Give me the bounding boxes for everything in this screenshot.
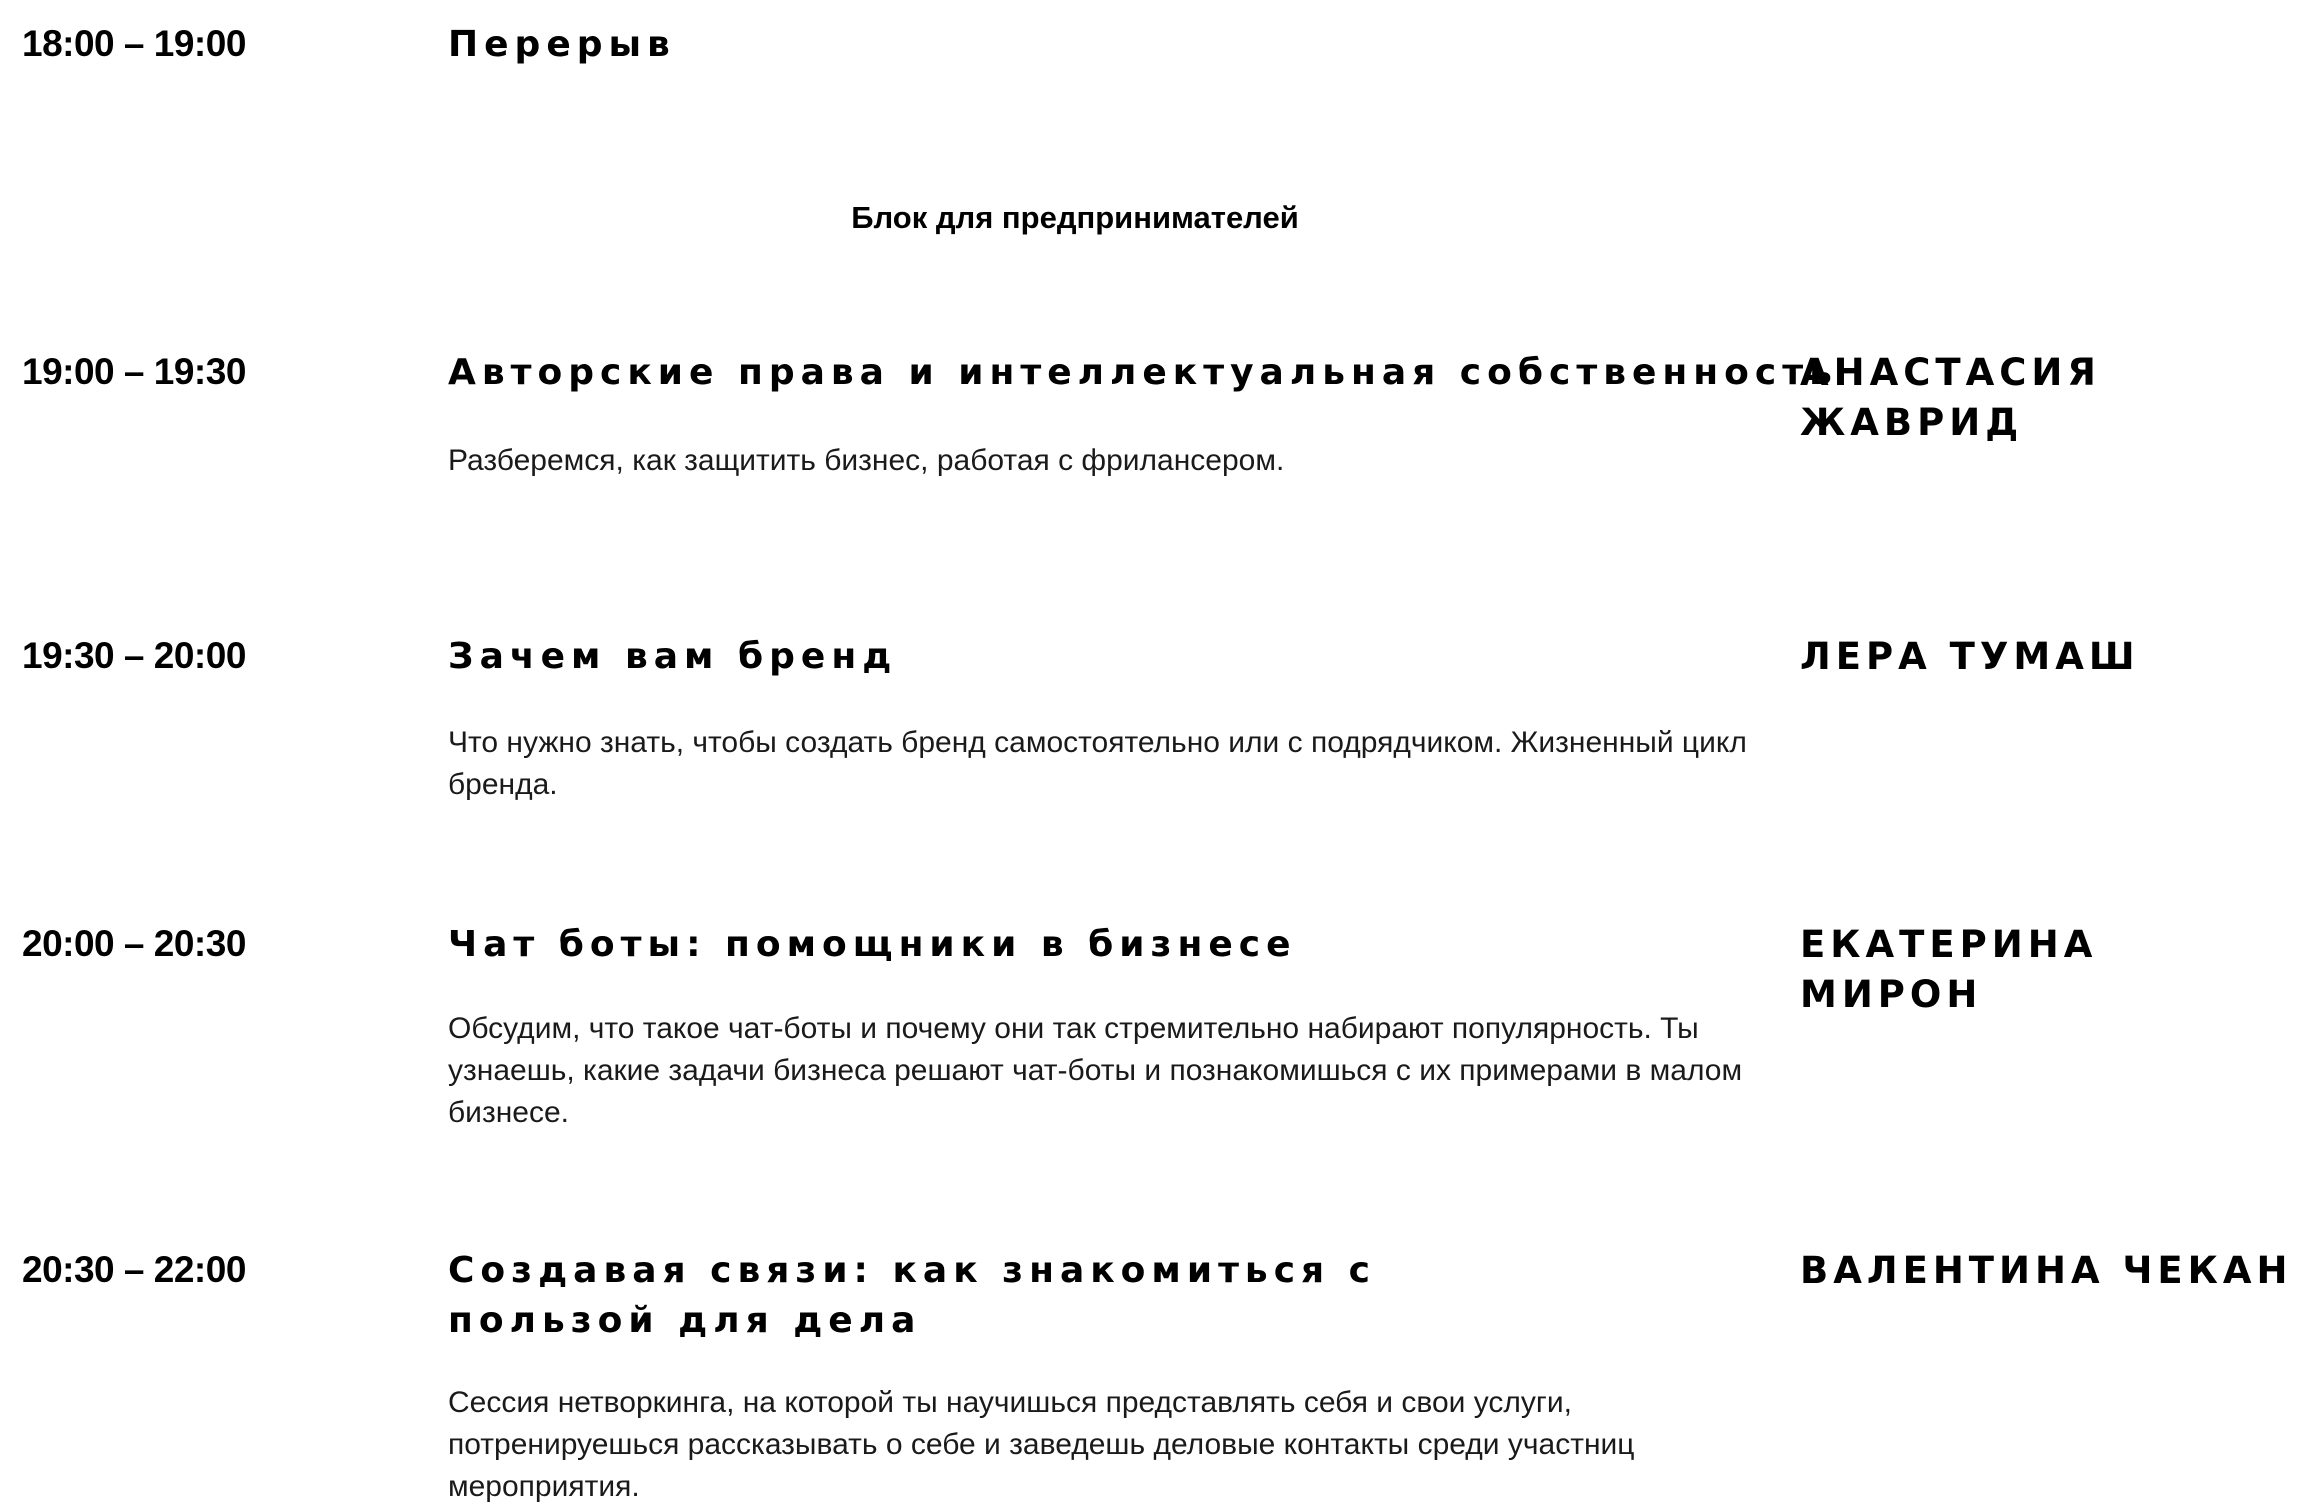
session-speaker: ЕКАТЕРИНА МИРОН — [1800, 923, 2098, 1016]
session-title: Авторские права и интеллектуальная собственность — [448, 352, 1838, 393]
session-description: Обсудим, что такое чат-боты и почему они так стремительно набирают популярность. Ты узнаешь, какие задачи бизнеса решают чат-боты и познакомишься с их примерами в малом бизнесе. — [448, 1012, 1743, 1129]
session-description: Что нужно знать, чтобы создать бренд самостоятельно или с подрядчиком. Жизненный цикл бренда. — [448, 726, 1747, 801]
section-heading: Блок для предпринимателей — [851, 200, 1299, 235]
session-title: Перерыв — [448, 24, 676, 65]
session-title: Чат боты: помощники в бизнесе — [448, 924, 1297, 965]
session-speaker: ВАЛЕНТИНА ЧЕКАН — [1800, 1249, 2293, 1292]
session-title: Зачем вам бренд — [448, 636, 898, 677]
session-description: Разберемся, как защитить бизнес, работая с фрилансером. — [448, 444, 1285, 477]
session-time: 19:00 – 19:30 — [22, 351, 246, 392]
session-description: Сессия нетворкинга, на которой ты научишься представлять себя и свои услуги, потренируешься рассказывать о себе и заведешь деловые контакты среди участниц мероприятия. — [448, 1386, 1635, 1503]
session-speaker: ЛЕРА ТУМАШ — [1800, 635, 2140, 678]
session-time: 20:30 – 22:00 — [22, 1249, 246, 1290]
session-time: 20:00 – 20:30 — [22, 923, 246, 964]
session-speaker: АНАСТАСИЯ ЖАВРИД — [1800, 351, 2101, 444]
session-time: 18:00 – 19:00 — [22, 23, 246, 64]
session-title: Создавая связи: как знакомиться с пользой для дела — [448, 1250, 1377, 1341]
session-time: 19:30 – 20:00 — [22, 635, 246, 676]
